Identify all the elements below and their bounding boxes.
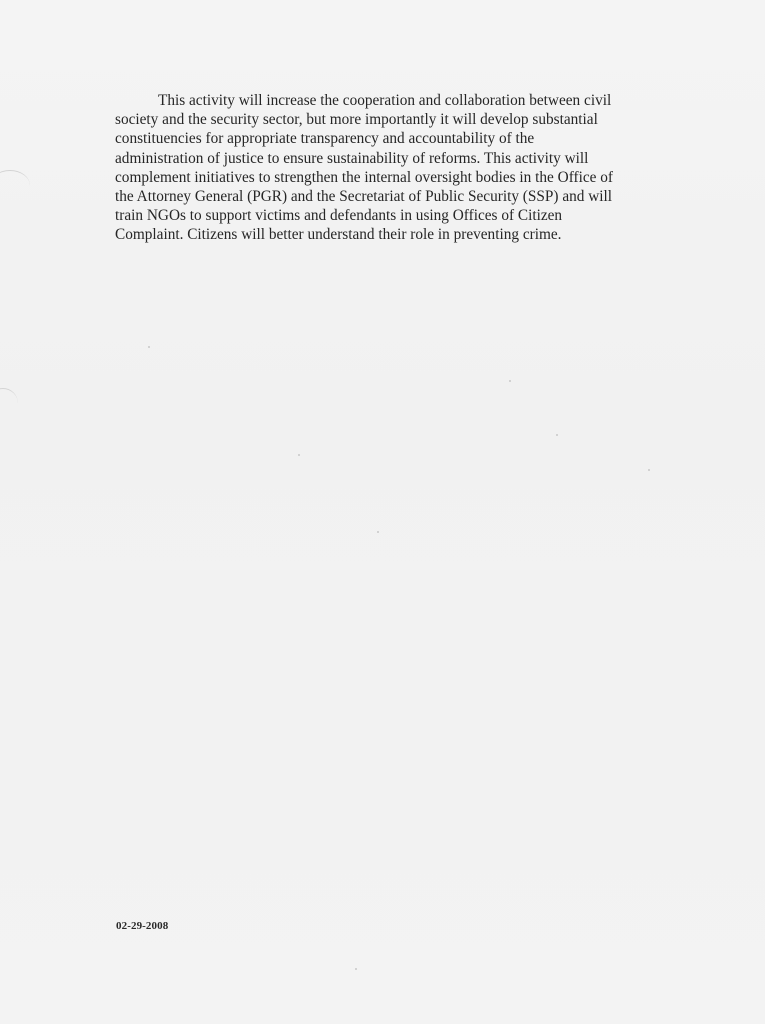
paragraph-line: Complaint. Citizens will better understand their role in preventing crime. xyxy=(115,226,562,244)
scan-speck xyxy=(298,454,300,456)
paragraph-line: train NGOs to support victims and defendants in using Offices of Citizen xyxy=(115,207,563,225)
paragraph-line: the Attorney General (PGR) and the Secretariat of Public Security (SSP) and will xyxy=(115,188,613,206)
body-paragraph xyxy=(115,91,695,245)
paragraph-line: society and the security sector, but more importantly it will develop substantial xyxy=(115,111,598,129)
paragraph-line: constituencies for appropriate transparency and accountability of the xyxy=(115,130,535,148)
scan-edge-mark xyxy=(0,388,18,419)
paragraph-line: administration of justice to ensure sustainability of reforms. This activity will xyxy=(115,149,589,167)
scan-speck xyxy=(377,531,379,533)
paragraph-line: This activity will increase the cooperation and collaboration between civil xyxy=(158,92,612,109)
footer-date: 02-29-2008 xyxy=(116,920,169,932)
scan-edge-mark xyxy=(0,170,30,201)
scan-speck xyxy=(148,346,150,348)
scan-speck xyxy=(509,380,511,382)
paragraph-line: complement initiatives to strengthen the internal oversight bodies in the Office of xyxy=(115,168,614,186)
scan-speck xyxy=(556,434,558,436)
scan-speck xyxy=(355,968,357,970)
scan-speck xyxy=(648,469,650,471)
